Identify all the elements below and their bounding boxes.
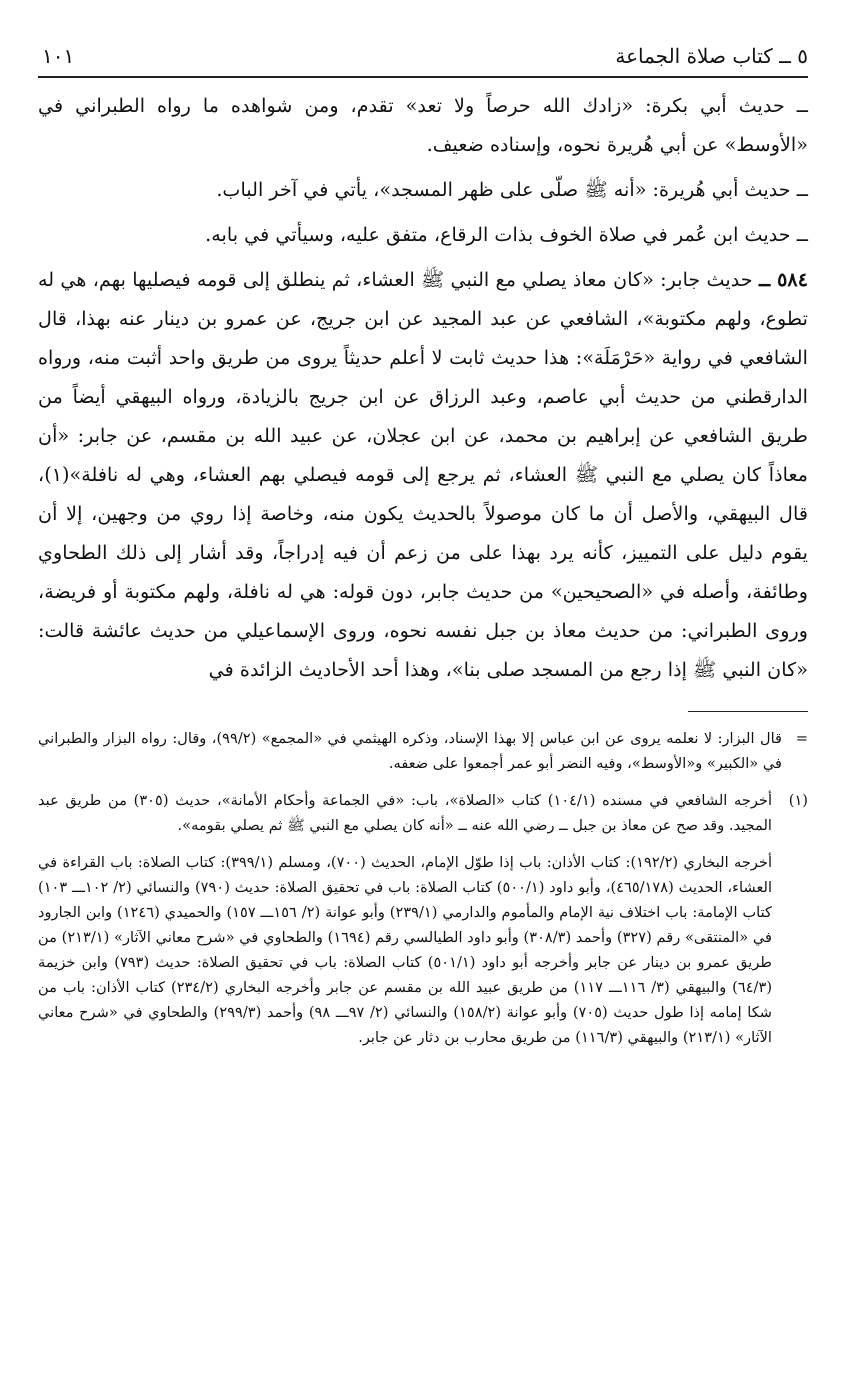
hadith-text: حديث جابر: «كان معاذ يصلي مع النبي ﷺ العشاء، ثم ينطلق إلى قومه فيصليها بهم، هي له تطوع، ولهم مكتوبة»، الشافعي عن عبد المجيد عن ابن جريج، عن عمرو بن دينار عنه بهذا، قال الشافعي في رواية «حَرْمَلَة»: هذا حديث ثابت لا أعلم حديثاً يروى من طريق واحد أثبت منه، ورواه الدارقطني من حديث أبي عاصم، وعبد الرزاق عن ابن جريج بالزيادة، ورواه البيهقي أيضاً من طريق الشافعي عن إبراهيم بن محمد، عن ابن عجلان، عن عبيد الله بن مقسم، عن جابر: «أن معاذاً كان يصلي مع النبي ﷺ العشاء، ثم يرجع إلى قومه فيصلي بهم العشاء، وهي له نافلة»(١)، قال البيهقي، والأصل أن ما كان موصولاً بالحديث يكون منه، وخاصة إذا روي من وجهين، إلا أن يقوم دليل على التمييز، كأنه يرد بهذا على من زعم أن فيه إدراجاً، وقد أشار إلى ذلك الطحاوي وطائفة، وأصله في «الصحيحين» من حديث جابر، دون قوله: هي له نافلة، ولهم مكتوبة أو فريضة، وروى الطبراني: من حديث معاذ بن جبل نفسه نحوه، وروى الإسماعيلي من حديث عائشة قالت: «كان النبي ﷺ إذا رجع من المسجد صلى بنا»، وهذا أحد الأحاديث الزائدة في [38,268,808,681]
book-page [38,40,808,1360]
footnote-continuation [38,726,808,776]
chapter-title: ٥ ــ كتاب صلاة الجماعة [615,44,808,68]
continuation-mark: = [795,730,808,747]
header-rule [38,76,808,78]
paragraph-ibn-umar: ــ حديث ابن عُمر في صلاة الخوف بذات الرقاع، متفق عليه، وسيأتي في بابه. [205,223,808,246]
footnotes [38,726,808,1050]
paragraph-hadith-584 [38,260,808,689]
hadith-number: ٥٨٤ ــ [758,268,808,291]
footnote-1-marker: (١) [788,792,808,809]
footnote-rule [688,711,808,712]
page-number: ١٠١ [42,44,75,68]
running-header [38,40,808,76]
continuation-text: قال البزار: لا نعلمه يروى عن ابن عباس إلا بهذا الإسناد، وذكره الهيثمي في «المجمع» (٩٩/٢)، وقال: رواه البزار والطبراني في «الكبير» و«الأوسط»، وفيه النضر أبو عمر أجمعوا على ضعفه. [38,730,782,772]
footnote-1 [38,788,808,838]
paragraph-abu-hurayra: ــ حديث أبي هُريرة: «أنه ﷺ صلّى على ظهر المسجد»، يأتي في آخر الباب. [216,178,808,201]
paragraph-abu-bakra: ــ حديث أبي بكرة: «زادك الله حرصاً ولا تعد» تقدم، ومن شواهده ما رواه الطبراني في «الأوسط» عن أبي هُريرة نحوه، وإسناده ضعيف. [38,94,808,156]
main-text [38,86,808,689]
footnote-sources: أخرجه البخاري (١٩٢/٢): كتاب الأذان: باب إذا طوّل الإمام، الحديث (٧٠٠)، ومسلم (٣٩٩/١): كتاب الصلاة: باب القراءة في العشاء، الحديث (٤٦٥/١٧٨)، وأبو داود (٥٠٠/١) كتاب الصلاة: باب في تحقيق الصلاة: حديث (٧٩٠) والنسائي (٢/ ١٠٢ـــ ١٠٣) كتاب الإمامة: باب اختلاف نية الإمام والمأموم والدارمي (٢٣٩/١) وأبو عوانة (٢/ ١٥٦ـــ ١٥٧) والحميدي (١٢٤٦) وابن الجارود في «المنتقى» رقم (٣٢٧) وأحمد (٣٠٨/٣) وأبو داود الطيالسي رقم (١٦٩٤) والطحاوي في «شرح معاني الآثار» (٢١٣/١) من طريق عمرو بن دينار عن جابر وأخرجه أبو داود (٥٠١/١) كتاب الصلاة: باب في تحقيق الصلاة: حديث (٧٩٣) وابن خزيمة (٦٤/٣) والبيهقي (٣/ ١١٦ـــ ١١٧) من طريق عبيد الله بن مقسم عن جابر وأخرجه البخاري (٢٣٤/٢) كتاب الأذان: باب من شكا إمامه إذا طول حديث (٧٠٥) وأبو عوانة (١٥٨/٢) والنسائي (٢/ ٩٧ـــ ٩٨) وأحمد (٢٩٩/٣) والطحاوي في «شرح معاني الآثار» (٢١٣/١) والبيهقي (١١٦/٣) من طريق محارب بن دثار عن جابر. [38,854,773,1046]
footnote-1-text: أخرجه الشافعي في مسنده (١٠٤/١) كتاب «الصلاة»، باب: «في الجماعة وأحكام الأمانة»، حديث (٣٠٥) من طريق عبد المجيد. وقد صح عن معاذ بن جبل ــ رضي الله عنه ــ «أنه كان يصلي مع النبي ﷺ ثم يصلي بقومه». [38,792,772,834]
